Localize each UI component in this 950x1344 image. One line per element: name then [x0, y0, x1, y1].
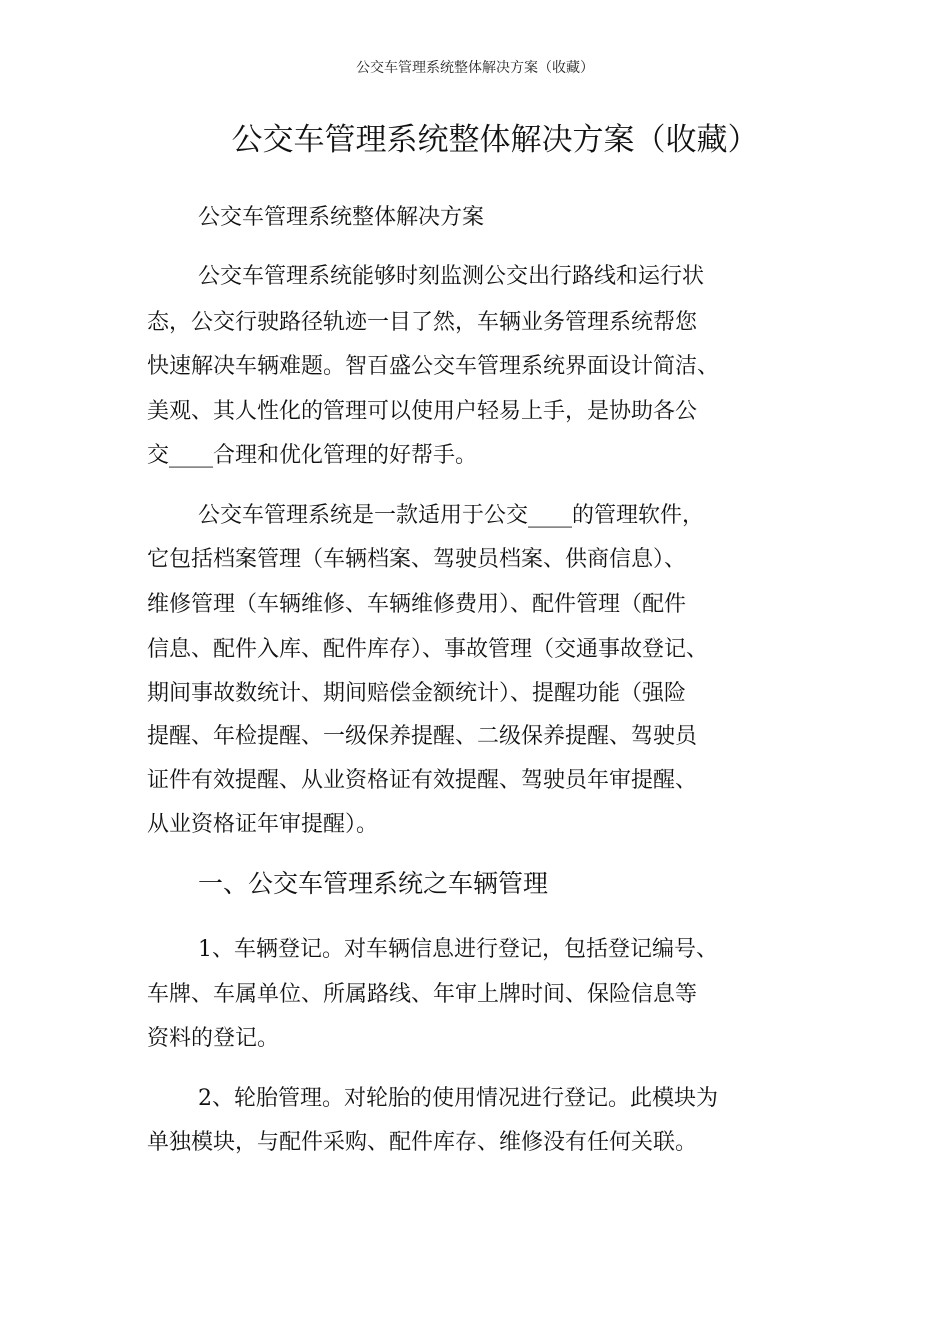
- paragraph-line: 维修管理（车辆维修、车辆维修费用）、配件管理（配件: [147, 592, 687, 617]
- paragraph-line: 单独模块，与配件采购、配件库存、维修没有任何关联。: [147, 1130, 698, 1155]
- paragraph-line: 2、轮胎管理。对轮胎的使用情况进行登记。此模块为: [198, 1086, 718, 1111]
- paragraph-line: 公交车管理系统能够时刻监测公交出行路线和运行状: [198, 264, 705, 289]
- paragraph-line: 交____合理和优化管理的好帮手。: [147, 443, 478, 468]
- paragraph-line: 车牌、车属单位、所属路线、年审上牌时间、保险信息等: [147, 982, 698, 1007]
- paragraph-line: 证件有效提醒、从业资格证有效提醒、驾驶员年审提醒、: [147, 768, 698, 793]
- paragraph-line: 1、车辆登记。对车辆信息进行登记，包括登记编号、: [198, 937, 718, 962]
- running-header: 公交车管理系统整体解决方案（收藏）: [356, 60, 594, 76]
- paragraph-line: 信息、配件入库、配件库存）、事故管理（交通事故登记、: [147, 637, 709, 662]
- paragraph-line: 态，公交行驶路径轨迹一目了然，车辆业务管理系统帮您: [147, 310, 698, 335]
- paragraph-line: 期间事故数统计、期间赔偿金额统计）、提醒功能（强险: [147, 681, 687, 706]
- paragraph-line: 资料的登记。: [147, 1026, 280, 1051]
- paragraph-line: 快速解决车辆难题。智百盛公交车管理系统界面设计简洁、: [147, 354, 720, 379]
- document-subtitle: 公交车管理系统整体解决方案: [198, 205, 485, 230]
- section-heading: 一、公交车管理系统之车辆管理: [198, 869, 549, 898]
- paragraph-line: 它包括档案管理（车辆档案、驾驶员档案、供商信息）、: [147, 547, 687, 572]
- paragraph-line: 从业资格证年审提醒）。: [147, 812, 379, 837]
- paragraph-line: 公交车管理系统是一款适用于公交____的管理软件，: [198, 503, 705, 528]
- paragraph-line: 提醒、年检提醒、一级保养提醒、二级保养提醒、驾驶员: [147, 724, 698, 749]
- paragraph-line: 美观、其人性化的管理可以使用户轻易上手，是协助各公: [147, 399, 698, 424]
- document-title: 公交车管理系统整体解决方案（收藏）: [231, 122, 759, 158]
